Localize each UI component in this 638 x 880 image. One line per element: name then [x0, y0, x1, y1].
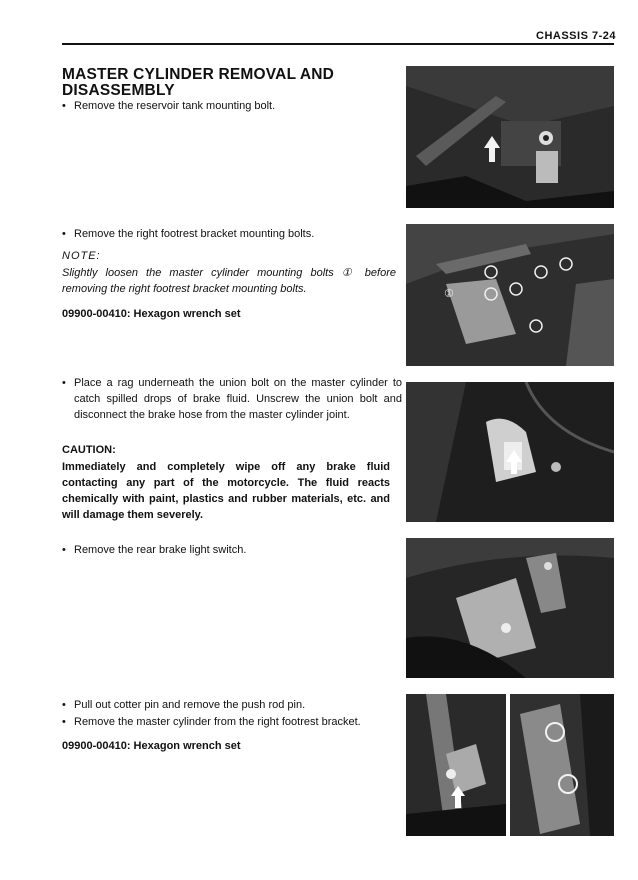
tool-reference-1: 09900-00410: Hexagon wrench set [62, 308, 241, 320]
note-text-a: Slightly loosen the master cylinder mounting bolts [62, 267, 334, 279]
step-union-bolt: • Place a rag underneath the union bolt on the master cylinder to catch spilled drops of brake fluid. Unscrew the union bolt and disconnect the brake hose from the master cylinder joint. [62, 375, 402, 423]
caution-heading: CAUTION: [62, 444, 116, 456]
photo-push-rod-pin [406, 694, 506, 836]
page-title: MASTER CYLINDER REMOVAL AND DISASSEMBLY [62, 66, 335, 99]
section-header: CHASSIS 7-24 [536, 30, 616, 42]
step-footrest-bolts: • Remove the right footrest bracket mounting bolts. [62, 226, 404, 242]
note-text [62, 265, 396, 297]
photo-master-cylinder-detail [510, 694, 614, 836]
note-heading: NOTE: [62, 250, 101, 262]
caution-text: Immediately and completely wipe off any brake fluid contacting any part of the motorcycle. The fluid reacts chemically with paint, plastics and rubber materials, etc. and will damage them severely. [62, 461, 390, 521]
note-marker: ① [341, 267, 357, 279]
photo-union-bolt [406, 382, 614, 522]
step-reservoir-bolt: • Remove the reservoir tank mounting bolt. [62, 98, 404, 114]
step-cotter-pin: • Pull out cotter pin and remove the push rod pin. [62, 697, 404, 713]
photo-brake-light-switch [406, 538, 614, 678]
photo-reservoir-tank [406, 66, 614, 208]
step-remove-master-cylinder: • Remove the master cylinder from the right footrest bracket. [62, 714, 404, 730]
header-rule [62, 43, 614, 45]
photo-footrest-bracket [406, 224, 614, 366]
tool-reference-2: 09900-00410: Hexagon wrench set [62, 740, 241, 752]
step-brake-light-switch: • Remove the rear brake light switch. [62, 542, 404, 558]
note-text-b: before removing the right footrest bracket mounting bolts. [62, 267, 396, 295]
photo-2-marker: ① [444, 287, 454, 300]
